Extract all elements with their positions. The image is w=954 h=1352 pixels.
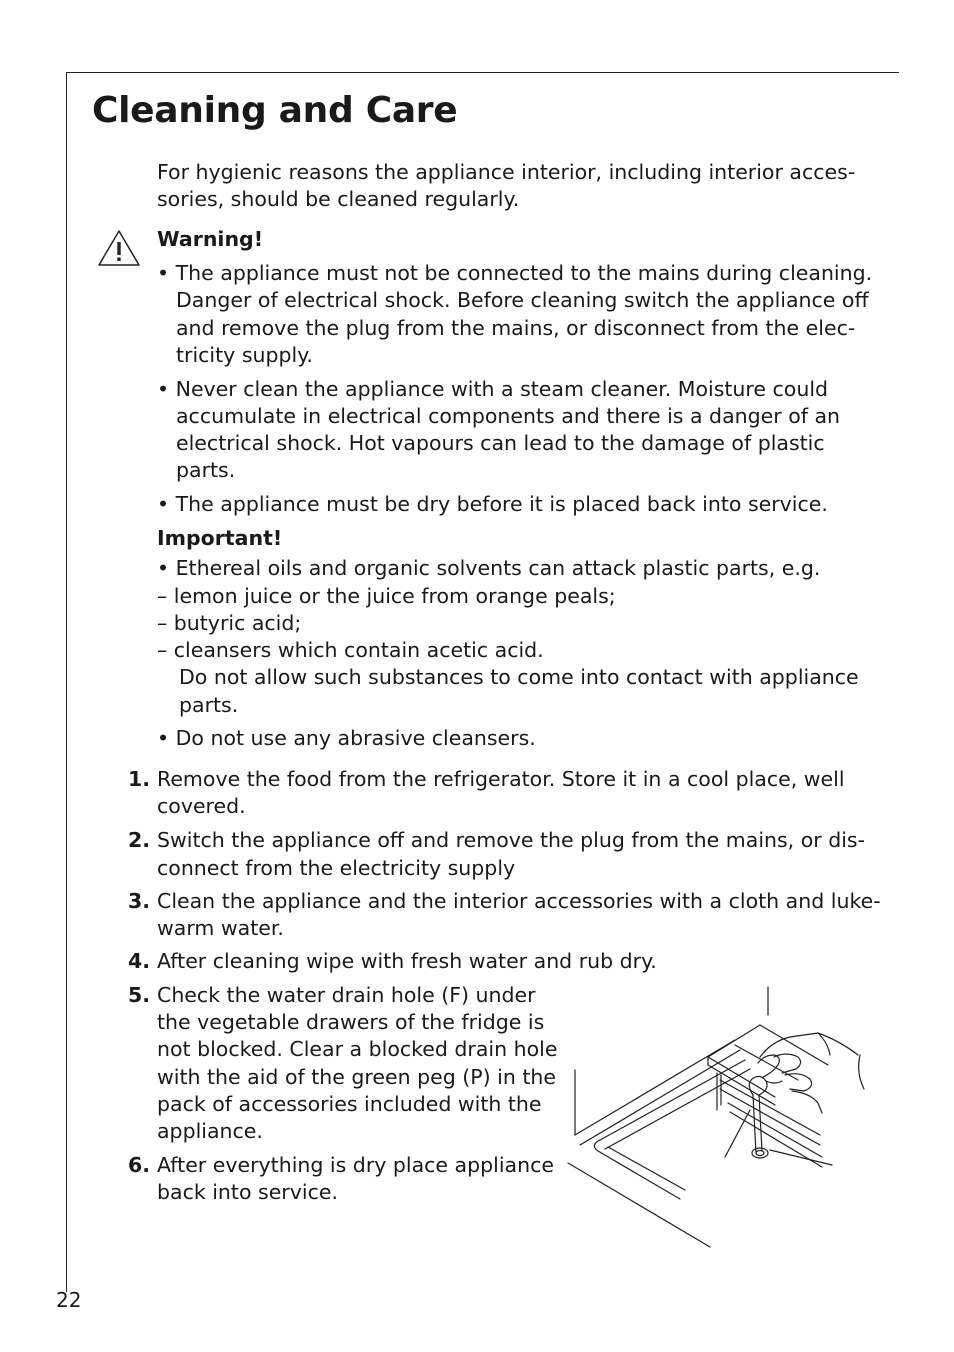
step-line: connect from the electricity supply	[157, 856, 516, 880]
warning-bullet-line: electrical shock. Hot vapours can lead to the damage of plastic	[176, 431, 825, 455]
warning-bullet-line: accumulate in electrical components and there is a danger of an	[176, 404, 841, 428]
intro-line: sories, should be cleaned regularly.	[157, 187, 520, 211]
step-line: covered.	[157, 794, 246, 818]
step-line: Clean the appliance and the interior accessories with a cloth and luke-	[157, 889, 881, 913]
warning-bullet-line: Danger of electrical shock. Before cleaning switch the appliance off	[176, 288, 869, 312]
step-line: After cleaning wipe with fresh water and rub dry.	[157, 949, 657, 973]
step-line: Remove the food from the refrigerator. Store it in a cool place, well	[157, 767, 845, 791]
step-line: warm water.	[157, 916, 284, 940]
intro-line: For hygienic reasons the appliance interior, including interior acces-	[157, 160, 856, 184]
step-line: Check the water drain hole (F) under	[157, 983, 536, 1007]
important-note-line: Do not allow such substances to come into contact with appliance	[179, 665, 859, 689]
step-number: 6.	[127, 1153, 150, 1177]
step-number: 2.	[127, 828, 150, 852]
drain-hole-illustration	[560, 985, 880, 1259]
left-rule	[66, 72, 67, 1292]
warning-bullet-line: parts.	[176, 458, 236, 482]
page-title: Cleaning and Care	[92, 90, 458, 131]
warning-bullet-line: • Never clean the appliance with a steam cleaner. Moisture could	[157, 377, 829, 401]
step-number: 3.	[127, 889, 150, 913]
step-line: back into service.	[157, 1180, 338, 1204]
warning-bullet-line: and remove the plug from the mains, or disconnect from the elec-	[176, 316, 856, 340]
page-number: 22	[56, 1288, 82, 1312]
warning-bullet-line: • The appliance must not be connected to the mains during cleaning.	[157, 261, 873, 285]
step-line: with the aid of the green peg (P) in the	[157, 1065, 556, 1089]
important-dash-item: – cleansers which contain acetic acid.	[157, 638, 544, 662]
step-line: appliance.	[157, 1119, 263, 1143]
step-line: After everything is dry place appliance	[157, 1153, 554, 1177]
important-heading: Important!	[157, 526, 283, 550]
step-line: not blocked. Clear a blocked drain hole	[157, 1037, 558, 1061]
step-line: pack of accessories included with the	[157, 1092, 542, 1116]
important-line: • Ethereal oils and organic solvents can attack plastic parts, e.g.	[157, 556, 821, 580]
top-rule	[66, 72, 899, 73]
warning-triangle-icon	[97, 228, 141, 272]
important-dash-item: – butyric acid;	[157, 611, 302, 635]
important-dash-item: – lemon juice or the juice from orange peals;	[157, 584, 616, 608]
step-number: 1.	[127, 767, 150, 791]
step-line: Switch the appliance off and remove the plug from the mains, or dis-	[157, 828, 865, 852]
warning-heading: Warning!	[157, 227, 264, 251]
warning-bullet-line: tricity supply.	[176, 343, 313, 367]
step-number: 5.	[127, 983, 150, 1007]
step-number: 4.	[127, 949, 150, 973]
important-note-line: parts.	[179, 693, 239, 717]
important-line: • Do not use any abrasive cleansers.	[157, 726, 536, 750]
step-line: the vegetable drawers of the fridge is	[157, 1010, 545, 1034]
warning-bullet-line: • The appliance must be dry before it is placed back into service.	[157, 492, 828, 516]
